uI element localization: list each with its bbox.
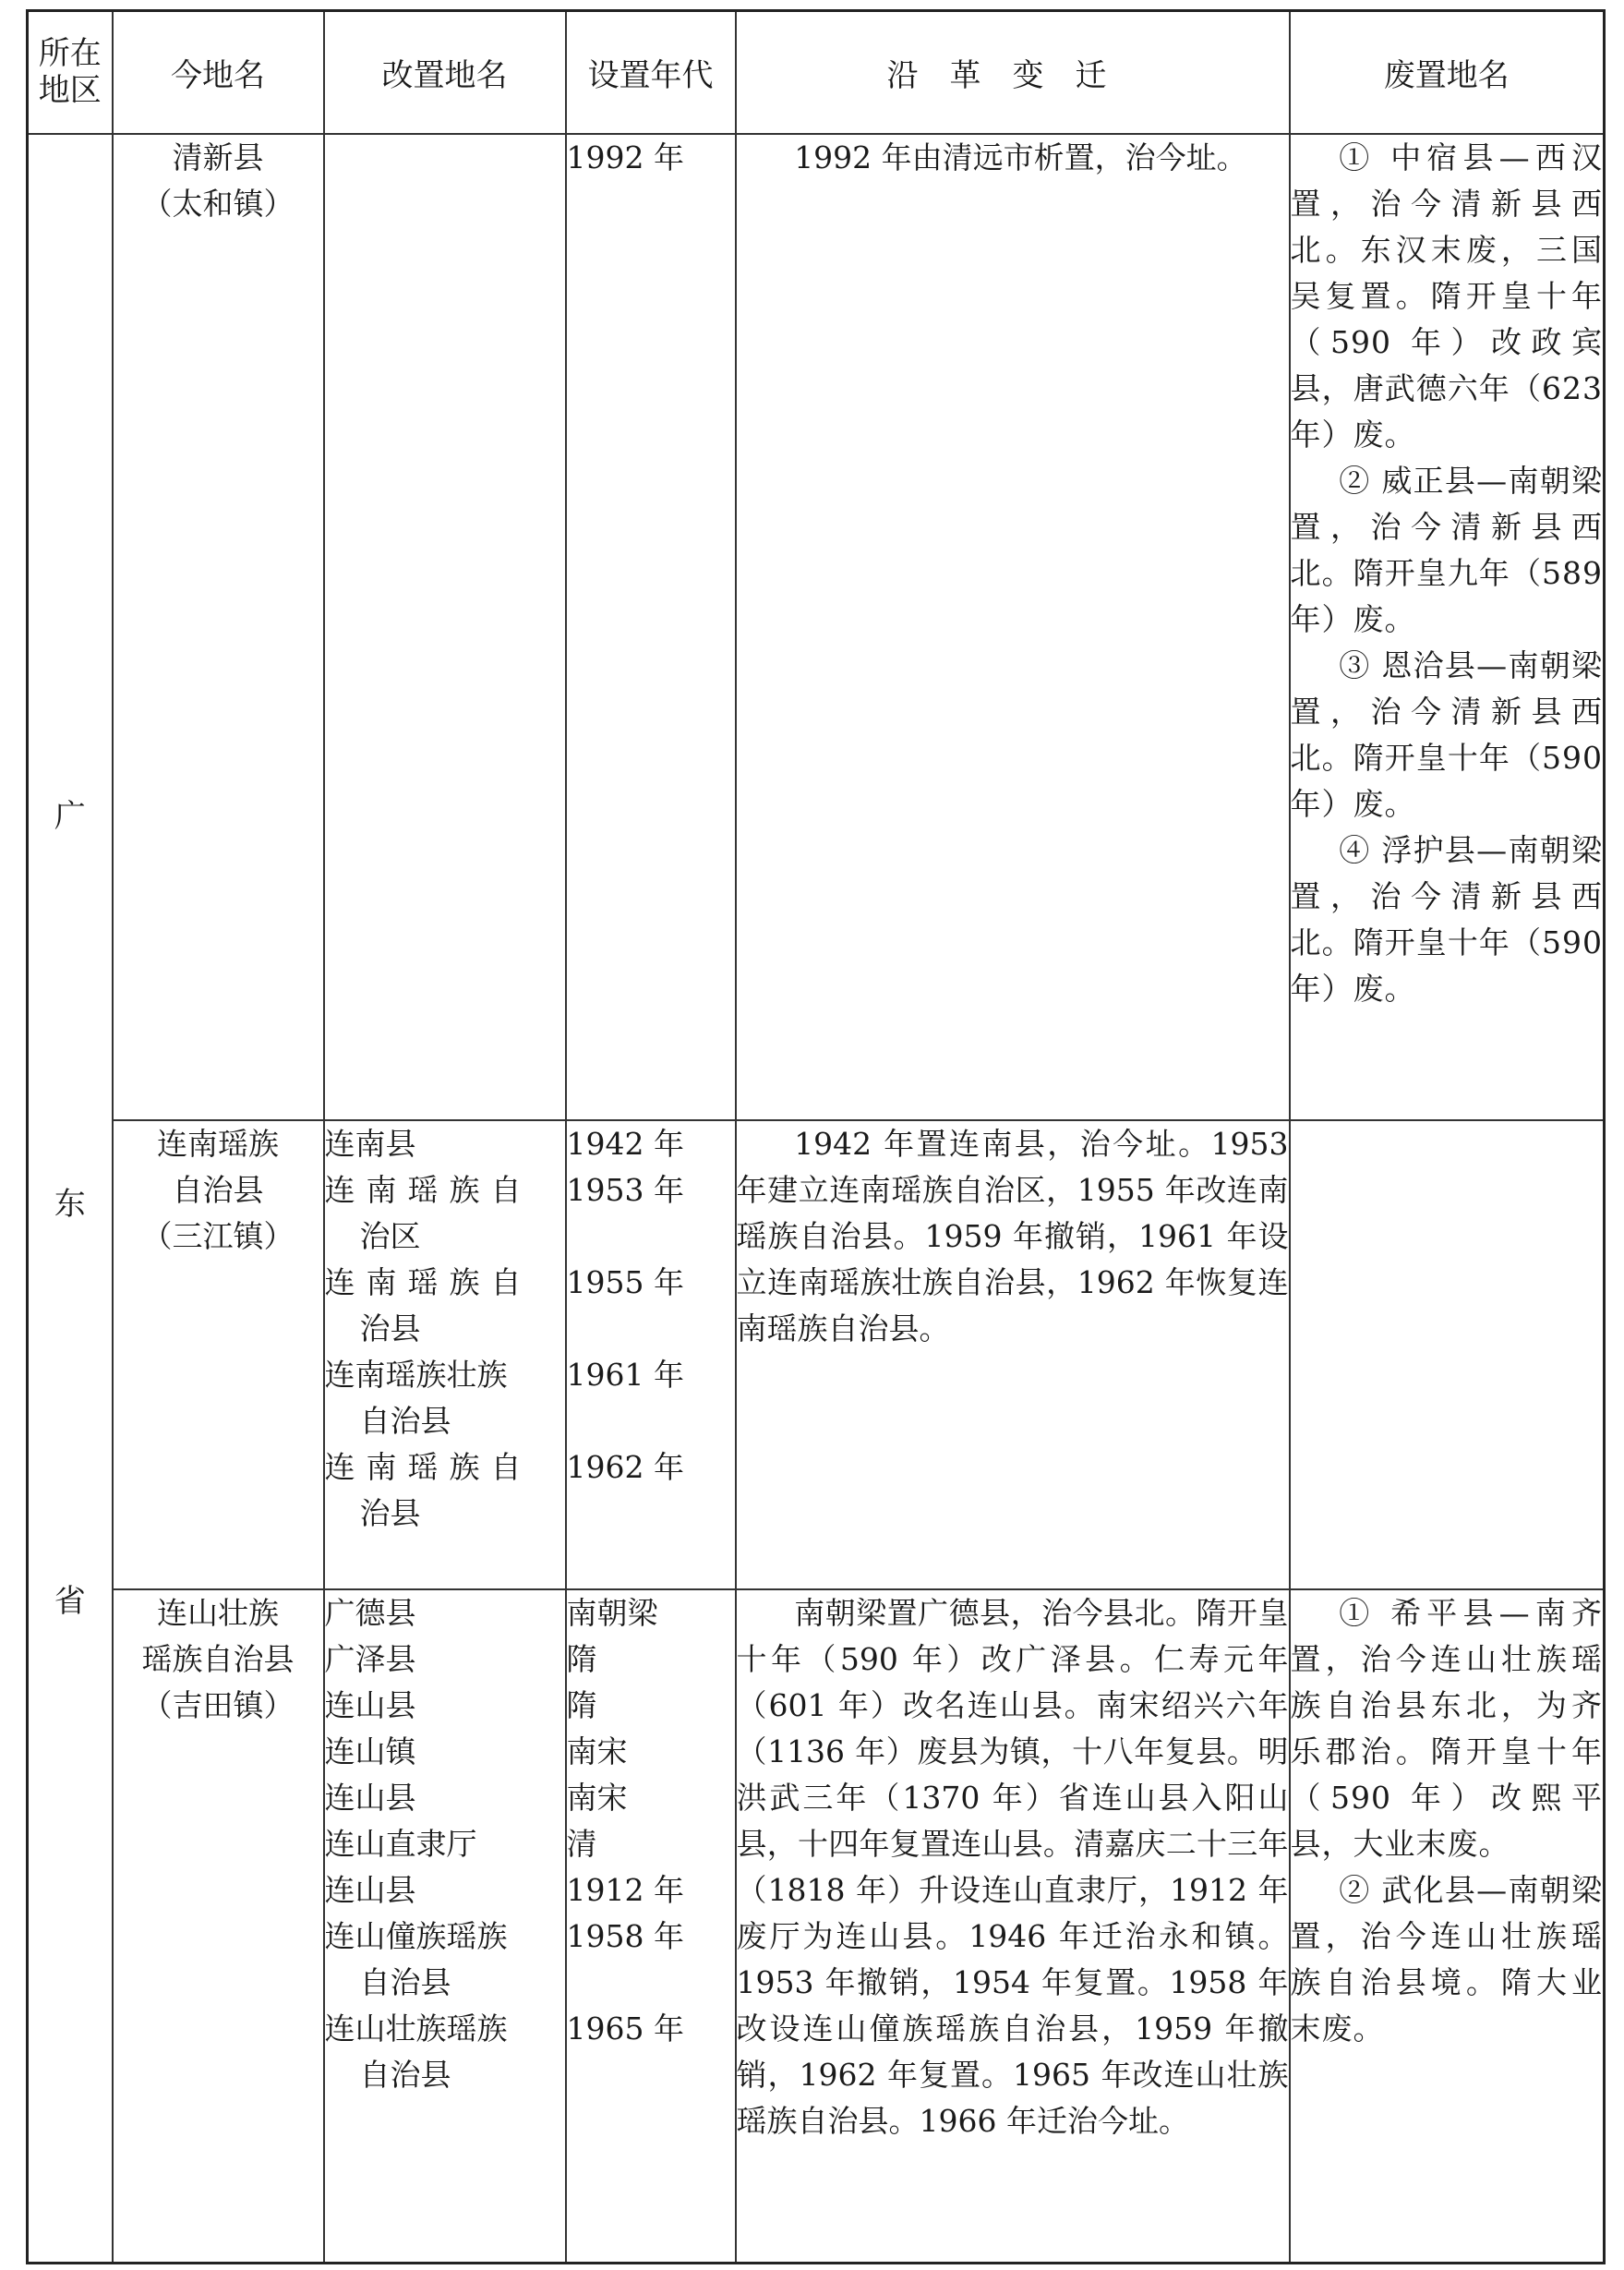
renamed-name: 连山县: [324, 1871, 416, 1908]
table-row: [28, 1589, 1605, 2264]
renamed-name: 自治县: [359, 2056, 451, 2093]
renamed-name: 连山县: [324, 1686, 416, 1723]
renamed-name-cell: [324, 1589, 566, 2264]
header-row: [28, 11, 1605, 134]
renamed-name: 连山镇: [324, 1733, 416, 1769]
current-name-cell: 清新县 （太和镇）: [113, 134, 324, 1120]
renamed-name: 广泽县: [324, 1640, 416, 1677]
abolished-entry: ① 希平县—南齐置，治今连山壮族瑶族自治县东北，为齐乐郡治。隋开皇十年（590 年）改熙平县，大业末废。: [1290, 1594, 1603, 1862]
current-name-cell: 连山壮族 瑶族自治县 （吉田镇）: [113, 1589, 324, 2264]
renamed-name: 广德县: [324, 1594, 416, 1631]
established-cell: 1992 年: [566, 134, 736, 1120]
renamed-name: 连南瑶族壮族: [324, 1356, 508, 1393]
renamed-name: 治县: [359, 1494, 421, 1531]
header-current-name: 今地名: [113, 11, 324, 134]
abolished-entry: ① 中宿县—西汉置，治今清新县西北。东汉末废，三国吴复置。隋开皇十年（590 年）改政宾县，唐武德六年（623 年）废。: [1290, 139, 1603, 453]
history-cell: 1992 年由清远市析置，治今址。: [736, 134, 1290, 1120]
renamed-name: 治区: [359, 1217, 421, 1254]
renamed-name: 连南瑶族自: [324, 1263, 533, 1300]
abolished-entry: ④ 浮护县—南朝梁置，治今清新县西北。隋开皇十年（590 年）废。: [1290, 831, 1603, 1007]
header-renamed-name: 改置地名: [324, 11, 566, 134]
established-cell: 南朝梁 隋 隋 南宋 南宋 清 1912 年 1958 年 1965 年: [566, 1589, 736, 2264]
renamed-name-cell: [324, 134, 566, 1120]
header-region: 所在 地区: [28, 11, 113, 134]
renamed-name-cell: [324, 1120, 566, 1589]
table-row: [28, 1120, 1605, 1589]
history-cell: 南朝梁置广德县，治今县北。隋开皇十年（590 年）改广泽县。仁寿元年（601 年）改名连山县。南宋绍兴六年（1136 年）废县为镇，十八年复县。明洪武三年（1370 年）省连山县入阳山县，十四年复置连山县。清嘉庆二十三年（1818 年）升设连山直隶厅，1912 年废厅为连山县。1946 年迁治永和镇。1953 年撤销，1954 年复置。1958 年改设连山僮族瑶族自治县，1959 年撤销，1962 年复置。1965 年改连山壮族瑶族自治县。1966 年迁治今址。: [736, 1589, 1290, 2264]
header-established: 设置年代: [566, 11, 736, 134]
renamed-name: 连南瑶族自: [324, 1171, 533, 1208]
renamed-name: 连山僮族瑶族: [324, 1917, 508, 1954]
renamed-name: 连山县: [324, 1779, 416, 1816]
abolished-entry: ② 威正县—南朝梁置，治今清新县西北。隋开皇九年（589 年）废。: [1290, 462, 1603, 637]
table-row: [28, 134, 1605, 1120]
province-char: 广: [54, 797, 86, 835]
renamed-name: 自治县: [359, 1402, 451, 1439]
abolished-cell: [1290, 1589, 1605, 2264]
header-abolished: 废置地名: [1290, 11, 1605, 134]
renamed-name: 治县: [359, 1310, 421, 1346]
header-history: 沿革变迁: [736, 11, 1290, 134]
abolished-entry: ③ 恩洽县—南朝梁置，治今清新县西北。隋开皇十年（590 年）废。: [1290, 646, 1603, 822]
province-char: 东: [54, 1185, 86, 1223]
renamed-name: 连山壮族瑶族: [324, 2010, 508, 2047]
established-cell: 1942 年 1953 年 1955 年 1961 年 1962 年: [566, 1120, 736, 1589]
abolished-entry: ② 武化县—南朝梁置，治今连山壮族瑶族自治县境。隋大业末废。: [1290, 1871, 1603, 2047]
gazetteer-table: [26, 9, 1606, 2264]
abolished-cell: [1290, 1120, 1605, 1589]
renamed-name: 连南瑶族自: [324, 1448, 533, 1485]
history-cell: 1942 年置连南县，治今址。1953 年建立连南瑶族自治区，1955 年改连南瑶族自治县。1959 年撤销，1961 年设立连南瑶族壮族自治县，1962 年恢复连南瑶族自治县。: [736, 1120, 1290, 1589]
renamed-name: 连南县: [324, 1125, 416, 1162]
renamed-name: 连山直隶厅: [324, 1825, 477, 1862]
current-name-cell: 连南瑶族 自治县 （三江镇）: [113, 1120, 324, 1589]
renamed-name: 自治县: [359, 1963, 451, 2000]
province-char: 省: [54, 1582, 86, 1620]
province-cell: [28, 134, 113, 2264]
abolished-cell: [1290, 134, 1605, 1120]
